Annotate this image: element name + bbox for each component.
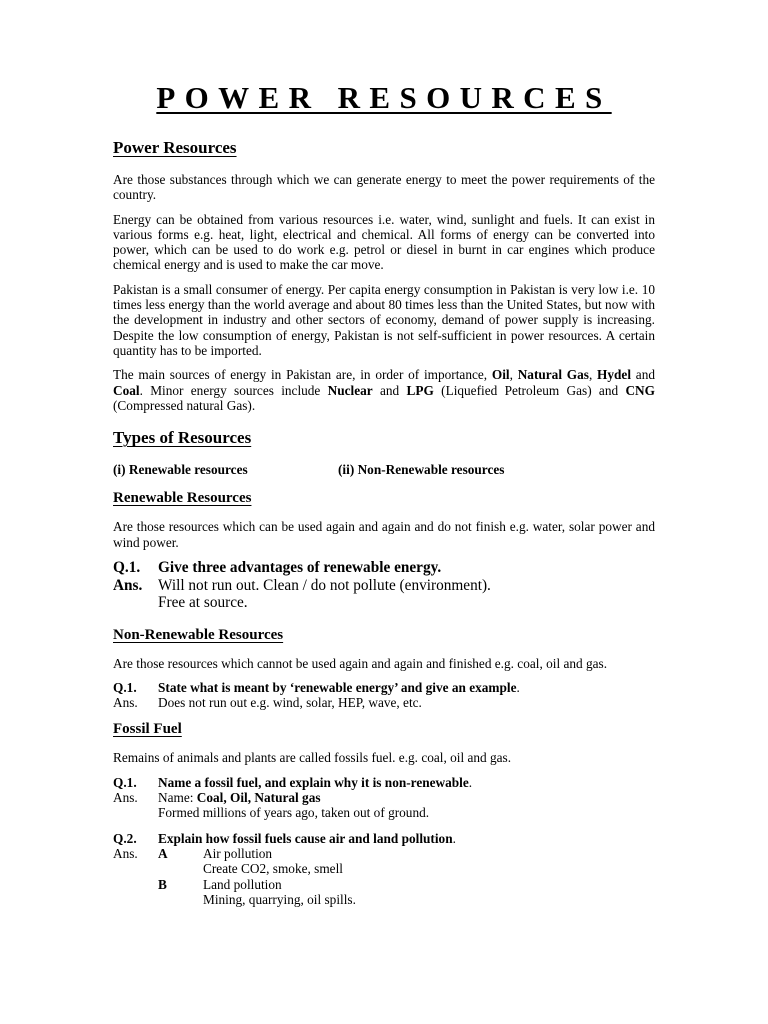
page-title: POWER RESOURCES [156,80,612,115]
fossil-question-1-block [113,775,655,821]
question-label: Q.2. [113,830,137,846]
paragraph-renewable-definition: Are those resources which can be used again and again and do not finish e.g. water, solar power and wind power. [113,519,655,550]
answer-part-b: B Land pollution Mining, quarrying, oil spills. [158,876,356,907]
heading-types-of-resources: Types of Resources [113,428,252,448]
question-label: Q.1. [113,774,137,790]
fossil-question-2-block [113,831,655,907]
paragraph-fossil-definition: Remains of animals and plants are called fossils fuel. e.g. coal, oil and gas. [113,750,512,766]
answer-label: Ans. [113,790,138,806]
answer-text: Will not run out. Clean / do not pollute (environment). Free at source. [158,576,491,612]
question-label: Q.1. [113,559,141,577]
renewable-question-block [113,559,655,612]
answer-text: Name: Coal, Oil, Natural gas Formed millions of years ago, taken out of ground. [158,790,430,821]
paragraph-non-renewable-definition: Are those resources which cannot be used again and again and finished e.g. coal, oil and gas. [113,655,608,671]
answer-label: Ans. [113,576,143,594]
paragraph-energy-forms: Energy can be obtained from various resources i.e. water, wind, sunlight and fuels. It can exist in various forms e.g. heat, light, electrical and chemical. All forms of energy can be converted into power, which can be used to do work e.g. petrol or diesel in burnt in car engines which produce chemical energy and is used to make the car move. [113,211,655,273]
question-text: Explain how fossil fuels cause air and land pollution. [158,830,456,846]
document-body [113,80,655,917]
question-text: Name a fossil fuel, and explain why it is non-renewable. [158,774,473,790]
types-list [113,462,655,477]
question-text: State what is meant by ‘renewable energy’ and give an example. [158,679,520,695]
question-label: Q.1. [113,679,137,695]
answer-label: Ans. [113,845,138,861]
paragraph-definition: Are those substances through which we can generate energy to meet the power requirements of the country. [113,172,655,203]
paragraph-main-sources: The main sources of energy in Pakistan are, in order of importance, Oil, Natural Gas, Hydel and Coal. Minor energy sources include Nuclear and LPG (Liquefied Petroleum Gas) and CNG (Compressed natural Gas). [113,367,655,413]
answer-label: Ans. [113,695,138,711]
non-renewable-question-block [113,680,655,711]
type-renewable: (i) Renewable resources [113,462,248,478]
paragraph-pakistan-consumption: Pakistan is a small consumer of energy. Per capita energy consumption in Pakistan is very low i.e. 10 times less energy than the world average and about 80 times less than the United States, but now with the development in industry and other sectors of economy, demand of power supply is increasing. Despite the low consumption of energy, Pakistan is not self-sufficient in power resources. A certain quantity has to be imported. [113,281,655,358]
question-text: Give three advantages of renewable energy. [158,559,442,577]
answer-text: Does not run out e.g. wind, solar, HEP, wave, etc. [158,695,422,711]
heading-fossil-fuel: Fossil Fuel [113,721,182,738]
answer-text [158,846,655,907]
heading-power-resources: Power Resources [113,138,237,157]
heading-non-renewable-resources: Non-Renewable Resources [113,626,284,643]
heading-renewable-resources: Renewable Resources [113,490,252,507]
type-non-renewable: (ii) Non-Renewable resources [338,462,505,478]
answer-part-a: A Air pollution Create CO2, smoke, smell [158,845,343,877]
